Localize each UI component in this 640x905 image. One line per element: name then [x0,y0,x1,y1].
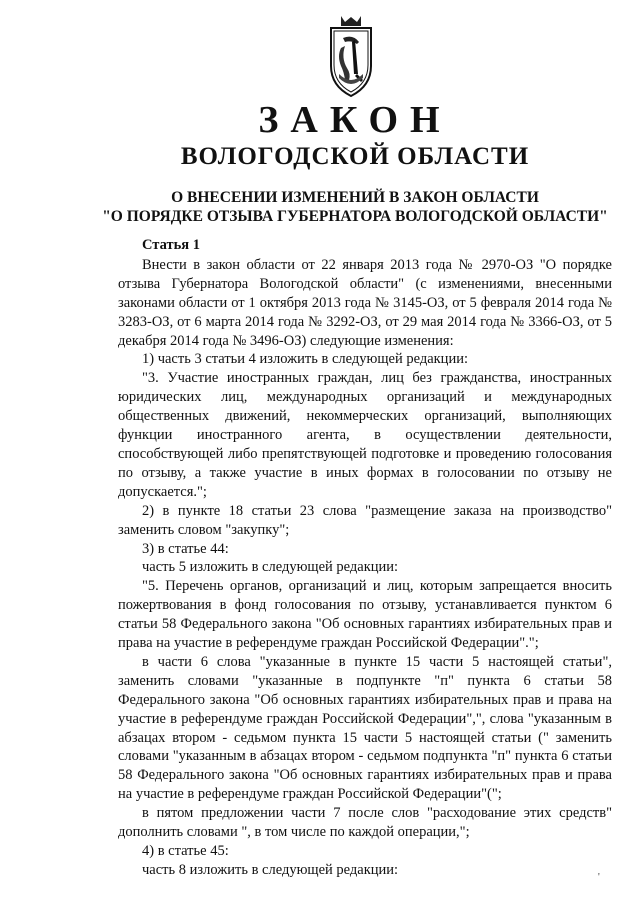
coat-of-arms-icon [327,14,375,100]
document-title: ЗАКОН [258,99,452,141]
article-title: Статья 1 [142,237,200,253]
document-heading [95,188,615,226]
paragraph: "3. Участие иностранных граждан, лиц без гражданства, иностранных юридических лиц, международных организаций и международных общественных движений, некоммерческих организаций, выполняющих функции иностранного агента, в осуществлении деятельности, способствующей либо препятствующей подготовке и проведению голосования по отзыву, а также участие в иных формах в голосовании по отзыву не допускается."; [118,370,612,500]
paragraph: 4) в статье 45: [142,843,229,859]
paragraph: 2) в пункте 18 статьи 23 слова "размещение заказа на производство" заменить словом "закупку"; [118,502,612,538]
paragraph: 3) в статье 44: [142,540,229,557]
page-mark: ' [598,872,600,883]
document-subtitle: ВОЛОГОДСКОЙ ОБЛАСТИ [180,143,530,170]
paragraph: часть 5 изложить в следующей редакции: [142,559,399,576]
paragraph: 1) часть 3 статьи 4 изложить в следующей редакции: [142,351,468,368]
paragraph: Внести в закон области от 22 января 2013 года № 2970-ОЗ "О порядке отзыва Губернатора Вологодской области" (с изменениями, внесенными законами области от 1 октября 2013 года № 3145-ОЗ, от 5 февраля 2014 года № 3283-ОЗ, от 6 марта 2014 года № 3292-ОЗ, от 29 мая 2014 года № 3366-ОЗ, от 5 декабря 2014 года № 3496-ОЗ) следующие изменения: [118,256,612,349]
document-body [118,236,612,880]
paragraph: "5. Перечень органов, организаций и лиц, которым запрещается вносить пожертвования в фонд голосования по отзыву, устанавливается пунктом 6 статьи 58 Федерального закона "Об основных гарантиях избирательных прав и права на участие в референдуме граждан Российской Федерации"."; [118,578,612,652]
heading-line-1: О ВНЕСЕНИИ ИЗМЕНЕНИЙ В ЗАКОН ОБЛАСТИ [171,189,539,206]
paragraph: в пятом предложении части 7 после слов "расходование этих средств" дополнить словами ", в том числе по каждой операции,"; [118,805,612,841]
heading-line-2: "О ПОРЯДКЕ ОТЗЫВА ГУБЕРНАТОРА ВОЛОГОДСКОЙ ОБЛАСТИ" [102,208,608,225]
paragraph: часть 8 изложить в следующей редакции: [142,861,399,878]
paragraph: в части 6 слова "указанные в пункте 15 части 5 настоящей статьи", заменить словами "указанные в подпункте "п" пункта 6 статьи 58 Федерального закона "Об основных гарантиях избирательных прав и права на участие в референдуме граждан Российской Федерации",", слова "указанным в абзацах втором - седьмом пункта 15 части 5 настоящей статьи (" заменить словами "указанным в абзацах втором - седьмом подпункта "п" пункта 6 статьи 58 Федерального закона "Об основных гарантиях избирательных прав и права на участие в референдуме граждан Российской Федерации"("; [118,653,612,803]
